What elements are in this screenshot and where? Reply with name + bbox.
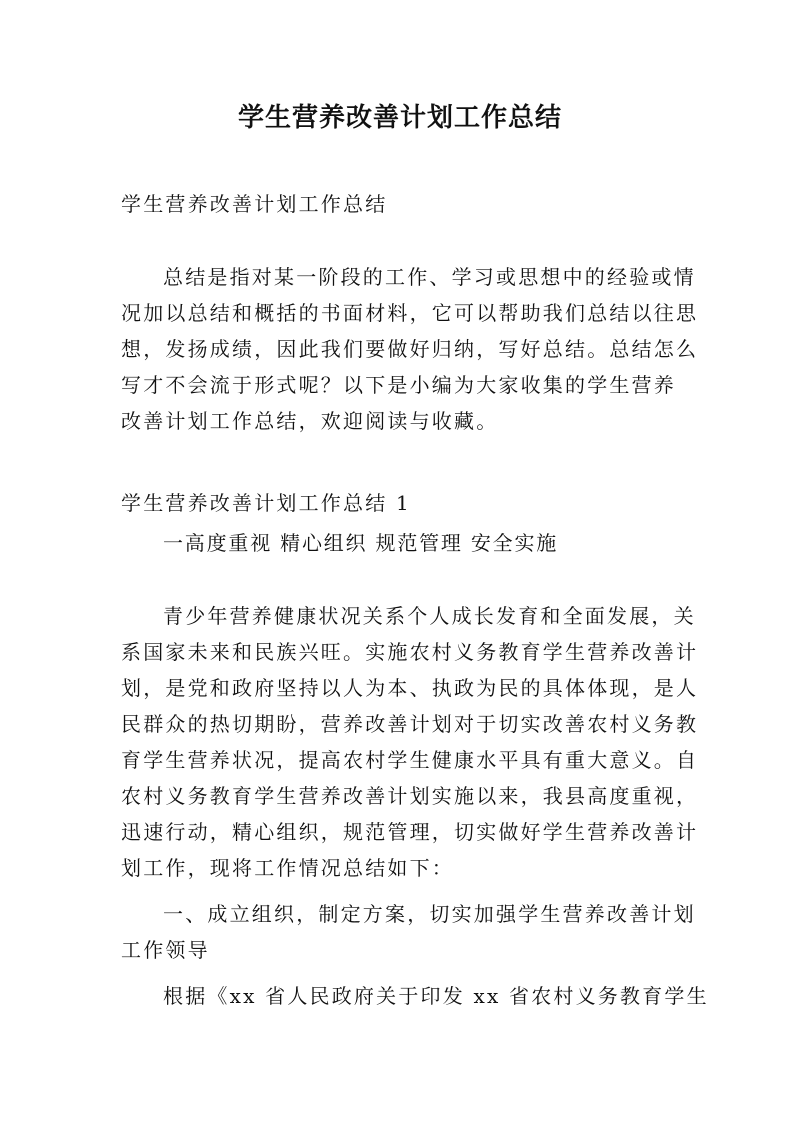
body-line: 划工作，现将工作情况总结如下：: [121, 856, 454, 880]
intro-line: 总结是指对某一阶段的工作、学习或思想中的经验或情: [163, 265, 696, 289]
section-subheading: 一高度重视 精心组织 规范管理 安全实施: [163, 531, 559, 555]
point-heading-line: 一、成立组织，制定方案，切实加强学生营养改善计划: [163, 902, 696, 926]
body-line: 农村义务教育学生营养改善计划实施以来，我县高度重视，: [121, 784, 699, 808]
body-line: 民群众的热切期盼，营养改善计划对于切实改善农村义务教: [121, 712, 699, 736]
body-line: 根据《xx 省人民政府关于印发 xx 省农村义务教育学生: [163, 984, 709, 1008]
point-heading-line: 工作领导: [121, 938, 210, 962]
body-line: 系国家未来和民族兴旺。实施农村义务教育学生营养改善计: [121, 640, 699, 664]
document-title: 学生营养改善计划工作总结: [237, 103, 562, 133]
section-heading: 学生营养改善计划工作总结 1: [121, 491, 411, 515]
intro-line: 想，发扬成绩，因此我们要做好归纳，写好总结。总结怎么: [121, 337, 699, 361]
body-line: 划，是党和政府坚持以人为本、执政为民的具体体现，是人: [121, 676, 699, 700]
intro-line: 况加以总结和概括的书面材料，它可以帮助我们总结以往思: [121, 301, 699, 325]
body-line: 青少年营养健康状况关系个人成长发育和全面发展，关: [163, 604, 696, 628]
intro-line: 写才不会流于形式呢？以下是小编为大家收集的学生营养: [121, 373, 676, 397]
body-line: 迅速行动，精心组织，规范管理，切实做好学生营养改善计: [121, 820, 699, 844]
document-subtitle: 学生营养改善计划工作总结: [121, 192, 388, 216]
body-line: 育学生营养状况，提高农村学生健康水平具有重大意义。自: [121, 748, 699, 772]
intro-line: 改善计划工作总结，欢迎阅读与收藏。: [121, 409, 499, 433]
